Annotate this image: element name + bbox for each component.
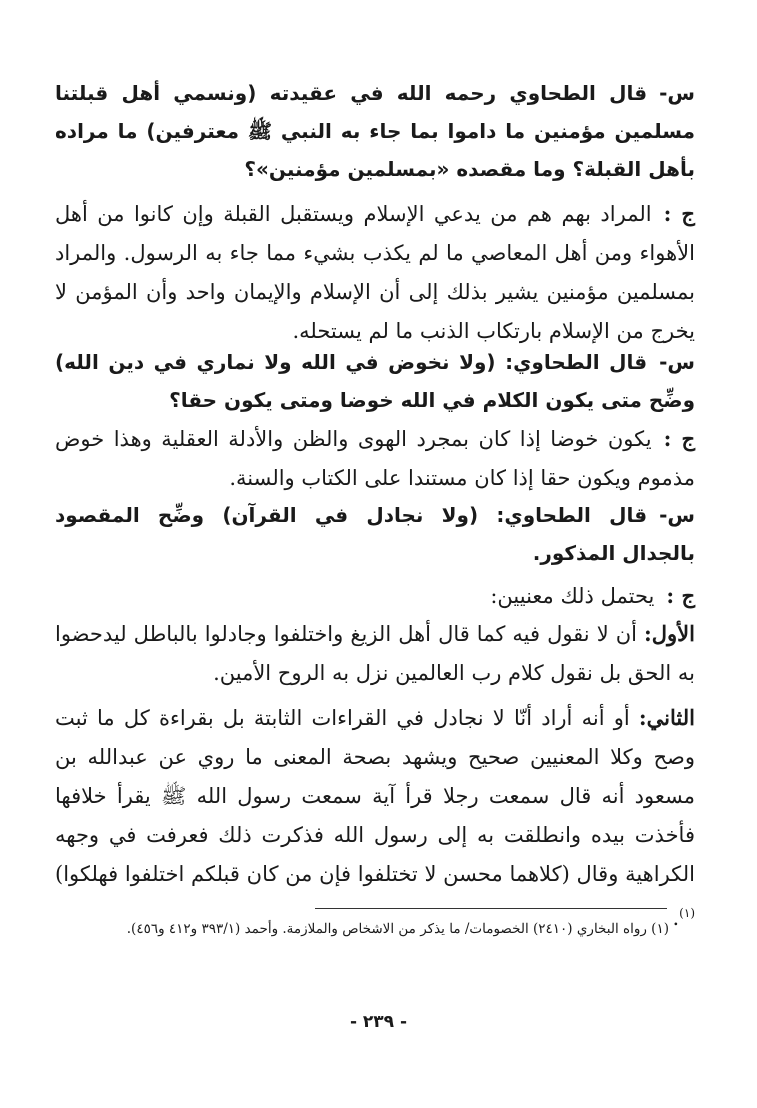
meaning-second [55,698,695,938]
footnote [77,916,669,942]
meaning-text: أن لا نقول فيه كما قال أهل الزيغ واختلفوا وجادلوا بالباطل ليدحضوا به الحق بل نقول كلام رب العالمين نزل به الروح الأمين. [55,622,695,685]
question-marker: س- [659,81,695,105]
answer-marker: ج : [663,426,695,451]
sentence-end: . [672,906,680,930]
question-1 [55,74,695,188]
answer-text: يكون خوضا إذا كان بمجرد الهوى والظن والأدلة العقلية وهذا خوض مذموم ويكون حقا إذا كان مستندا على الكتاب والسنة. [55,427,695,490]
question-text: قال الطحاوي: (ولا نجادل في القرآن) وضِّح المقصود بالجدال المذكور. [55,503,695,565]
footnote-ref: (١) [679,906,695,920]
question-marker: س- [659,350,695,374]
footnote-number: (١) [651,921,669,937]
meaning-text: أو أنه أراد أنّا لا نجادل في القراءات الثابتة بل بقراءة كل ما ثبت وصح وكلا المعنيين صحيح ويشهد بصحة المعنى ما روي عن عبدالله بن مسعود أنه قال سمعت رجلا قرأ آية سمعت رسول الله ﷺ يقرأ خلافها فأخذت بيده وانطلقت به إلى رسول الله فذكرت ذلك فعرفت في وجهه الكراهية وقال (كلاهما محسن لا تختلفوا فإن من كان قبلكم اختلفوا فهلكوا) [55,706,695,886]
meaning-first [55,614,695,693]
question-text: قال الطحاوي رحمه الله في عقيدته (ونسمي أهل قبلتنا مسلمين مؤمنين ما داموا بما جاء به النبي ﷺ معترفين) ما مراده بأهل القبلة؟ وما مقصده «بمسلمين مؤمنين»؟ [55,81,695,181]
footnote-text: رواه البخاري (٢٤١٠) الخصومات/ ما يذكر من الاشخاص والملازمة. وأحمد (٣٩٣/١ و٤١٢ و٤٥٦). [126,921,647,937]
meaning-label: الثاني: [638,705,695,730]
question-marker: س- [659,503,695,527]
meaning-label: الأول: [644,621,695,646]
answer-text: يحتمل ذلك معنيين: [490,584,655,608]
question-3 [55,496,695,572]
question-2 [55,343,695,419]
answer-2 [55,419,695,498]
answer-marker: ج : [666,583,695,608]
answer-1 [55,194,695,351]
answer-marker: ج : [663,201,695,226]
page-number: - ٢٣٩ - [349,1012,408,1032]
answer-text: المراد بهم هم من يدعي الإسلام ويستقبل القبلة وإن كانوا من أهل الأهواء ومن أهل المعاصي ما لم يكذب بشيء مما جاء به الرسول. والمراد بمسلمين مؤمنين يشير بذلك إلى أن الإسلام والإيمان واحد وأن المؤمن لا يخرج من الإسلام بارتكاب الذنب ما لم يستحله. [55,202,695,343]
question-text: قال الطحاوي: (ولا نخوض في الله ولا نماري في دين الله) وضِّح متى يكون الكلام في الله خوضا ومتى يكون حقا؟ [55,350,695,412]
answer-3 [55,576,695,616]
footnote-divider [315,908,667,909]
